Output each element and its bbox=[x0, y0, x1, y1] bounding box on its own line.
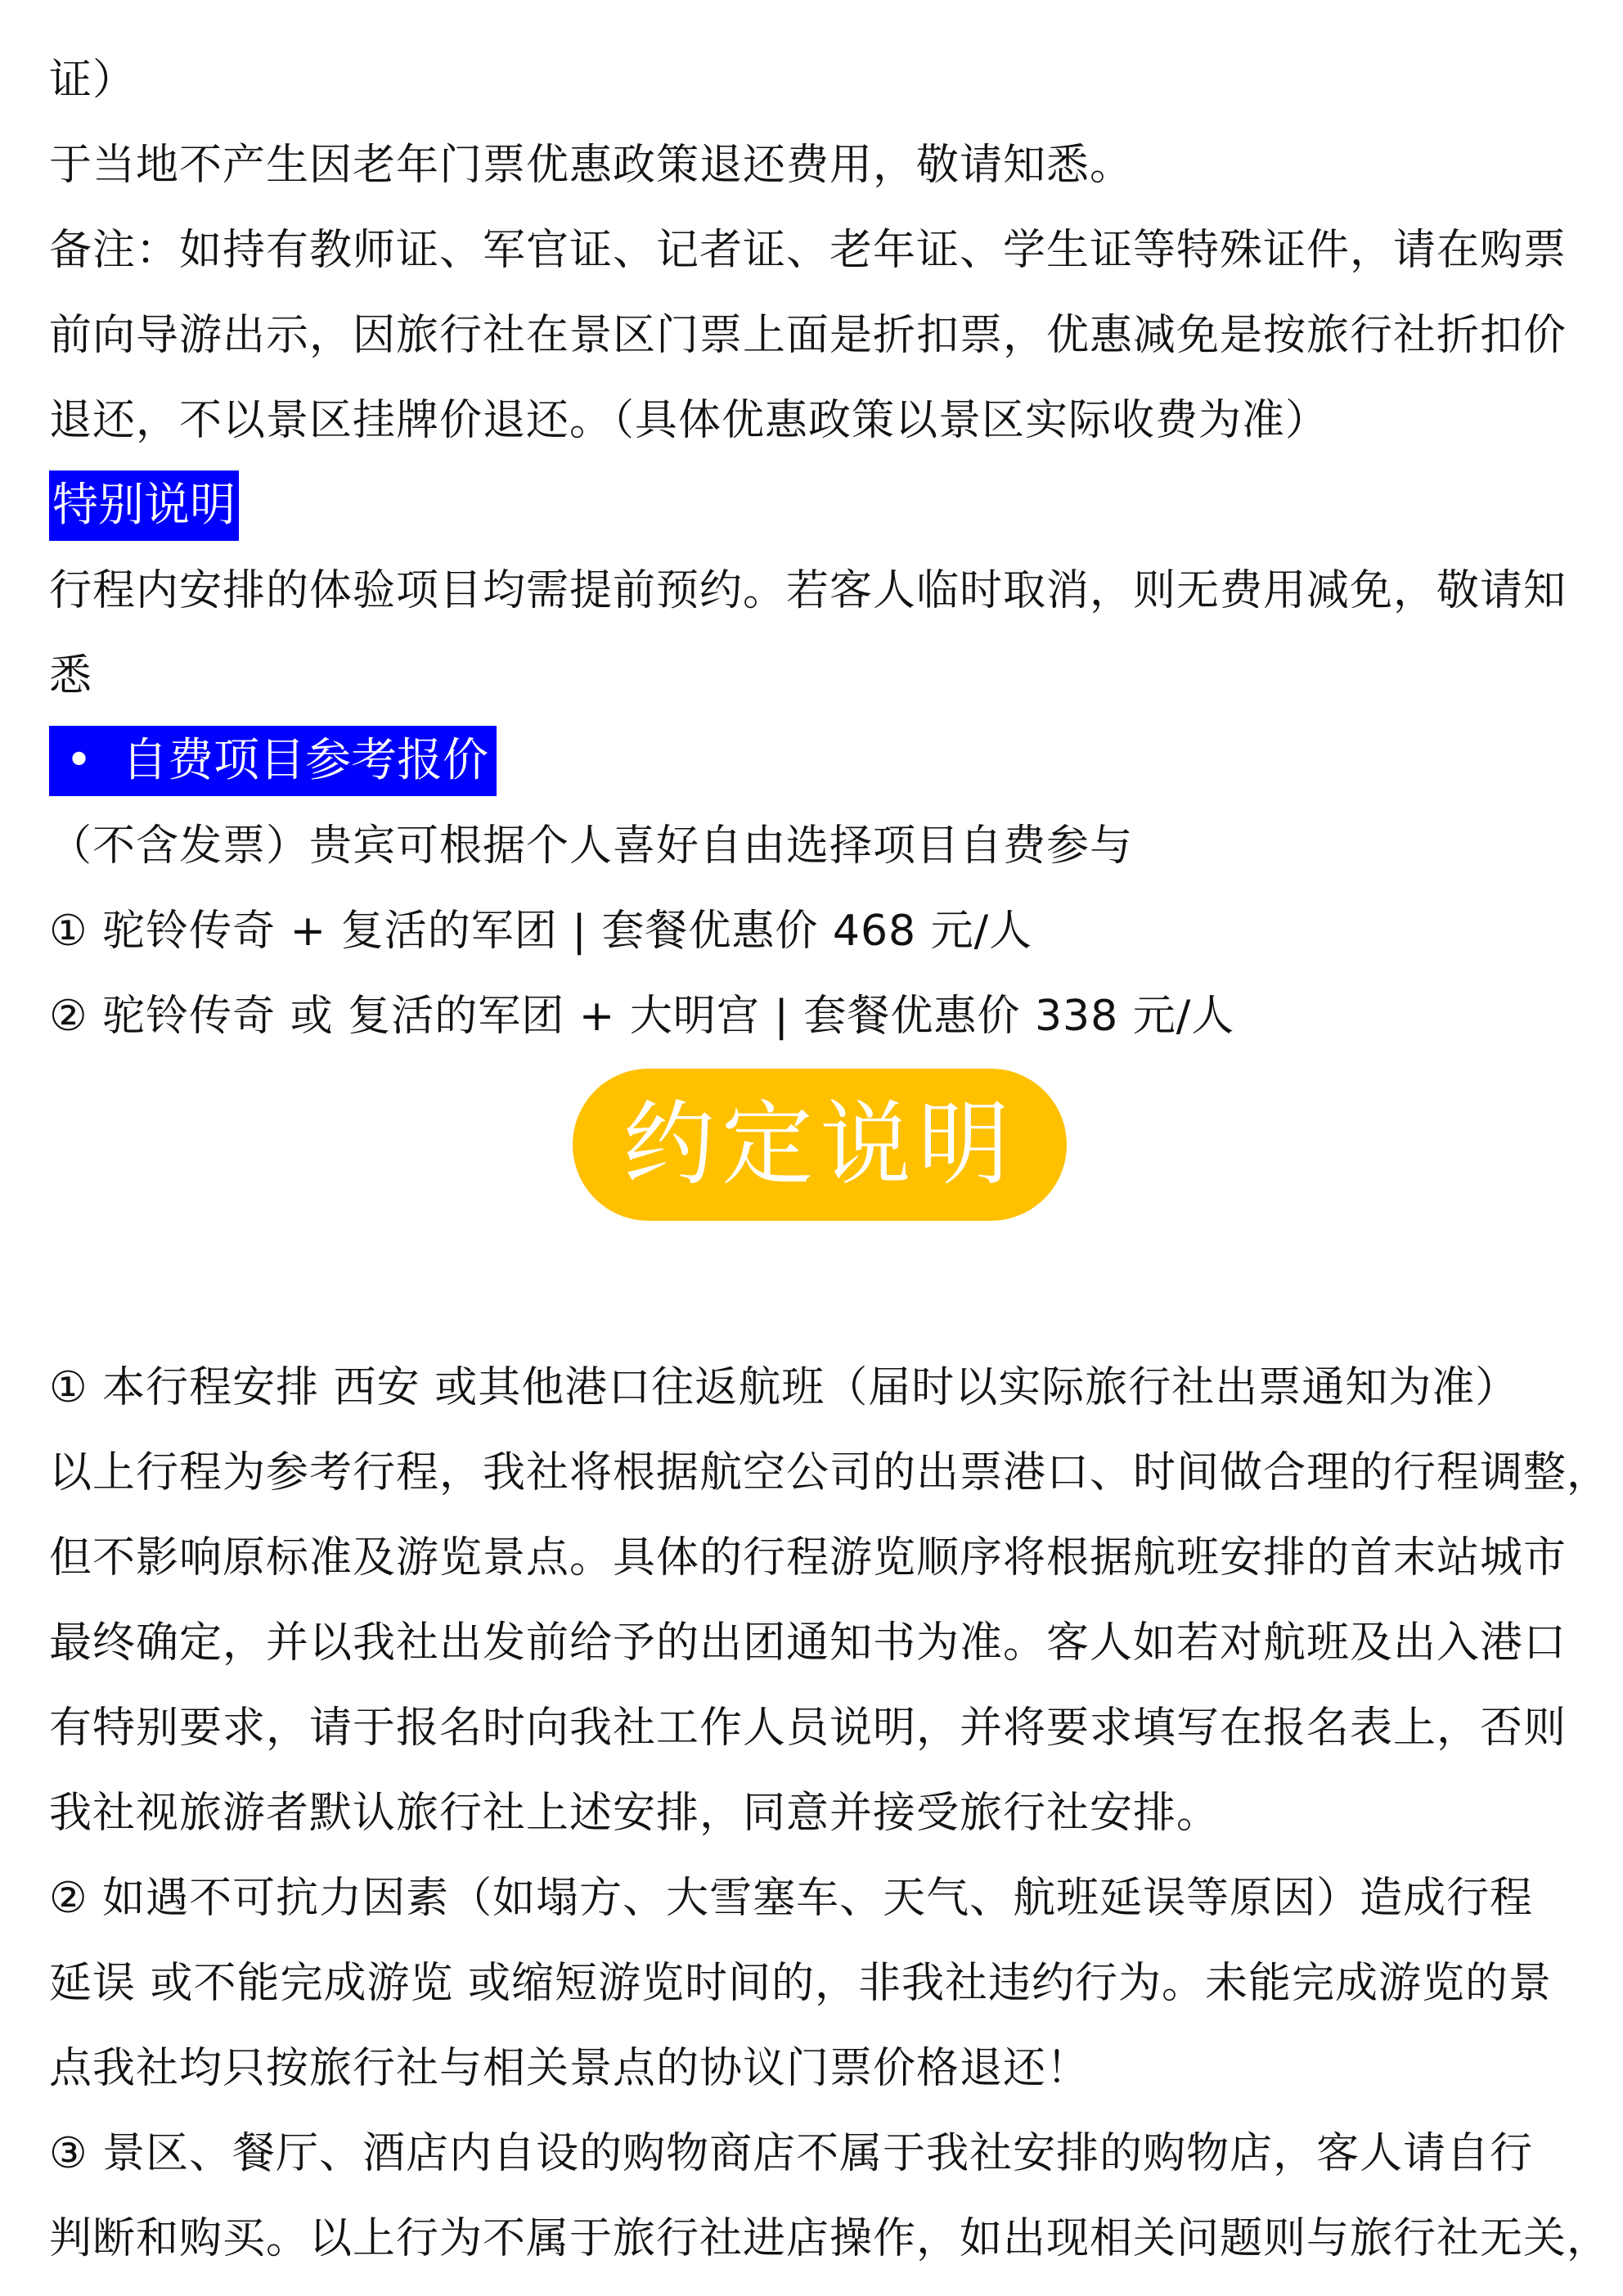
text-line: 行程内安排的体验项目均需提前预约。若客人临时取消，则无费用减免，敬请知 bbox=[49, 566, 1567, 615]
text-line: 有特别要求，请于报名时向我社工作人员说明，并将要求填写在报名表上，否则 bbox=[49, 1704, 1567, 1753]
self-pay-heading bbox=[49, 726, 497, 796]
text-line: ① 本行程安排 西安 或其他港口往返航班（届时以实际旅行社出票通知为准） bbox=[49, 1363, 1519, 1412]
special-note-section bbox=[49, 463, 1587, 718]
agreement-section bbox=[49, 1345, 1611, 2281]
agreement-title-wrap bbox=[49, 1059, 1587, 1255]
self-pay-section bbox=[49, 718, 1587, 1059]
text-line: 点我社均只按旅行社与相关景点的协议门票价格退还！ bbox=[49, 2044, 1090, 2093]
document-page bbox=[49, 38, 1611, 2281]
text-line: ② 如遇不可抗力因素（如塌方、大雪塞车、天气、航班延误等原因）造成行程 bbox=[49, 1874, 1534, 1923]
text-line: 但不影响原标准及游览景点。具体的行程游览顺序将根据航班安排的首末站城市 bbox=[49, 1533, 1567, 1582]
text-line: 延误 或不能完成游览 或缩短游览时间的，非我社违约行为。未能完成游览的景 bbox=[49, 1959, 1553, 2008]
agreement-title-badge: 约定说明 bbox=[573, 1069, 1067, 1221]
text-line: 我社视旅游者默认旅行社上述安排，同意并接受旅行社安排。 bbox=[49, 1789, 1221, 1838]
bullet-icon: • bbox=[65, 734, 93, 787]
text-line: ③ 景区、餐厅、酒店内自设的购物商店不属于我社安排的购物店，客人请自行 bbox=[49, 2129, 1534, 2178]
text-line: （不含发票）贵宾可根据个人喜好自由选择项目自费参与 bbox=[49, 822, 1134, 871]
text-line: 备注：如持有教师证、军官证、记者证、老年证、学生证等特殊证件，请在购票 bbox=[49, 226, 1567, 275]
intro-section bbox=[49, 38, 1587, 463]
text-line: 前向导游出示，因旅行社在景区门票上面是折扣票，优惠减免是按旅行社折扣价 bbox=[49, 311, 1567, 360]
text-line: 悉 bbox=[49, 651, 93, 700]
text-line: 最终确定，并以我社出发前给予的出团通知书为准。客人如若对航班及出入港口 bbox=[49, 1618, 1567, 1668]
price-line: ② 驼铃传奇 或 复活的军团 + 大明宫 | 套餐优惠价 338 元/人 bbox=[49, 992, 1235, 1041]
special-note-heading: 特别说明 bbox=[49, 470, 239, 541]
text-line: 于当地不产生因老年门票优惠政策退还费用，敬请知悉。 bbox=[49, 141, 1134, 190]
text-line: 退还，不以景区挂牌价退还。（具体优惠政策以景区实际收费为准） bbox=[49, 396, 1329, 445]
self-pay-heading-label: 自费项目参考报价 bbox=[122, 734, 489, 787]
text-line: 判断和购买。以上行为不属于旅行社进店操作，如出现相关问题则与旅行社无关， bbox=[49, 2214, 1611, 2263]
price-line: ① 驼铃传奇 + 复活的军团 | 套餐优惠价 468 元/人 bbox=[49, 907, 1033, 956]
text-line: 以上行程为参考行程，我社将根据航空公司的出票港口、时间做合理的行程调整， bbox=[49, 1448, 1611, 1497]
text-line: 证） bbox=[49, 56, 137, 105]
spacer bbox=[49, 1255, 1587, 1345]
